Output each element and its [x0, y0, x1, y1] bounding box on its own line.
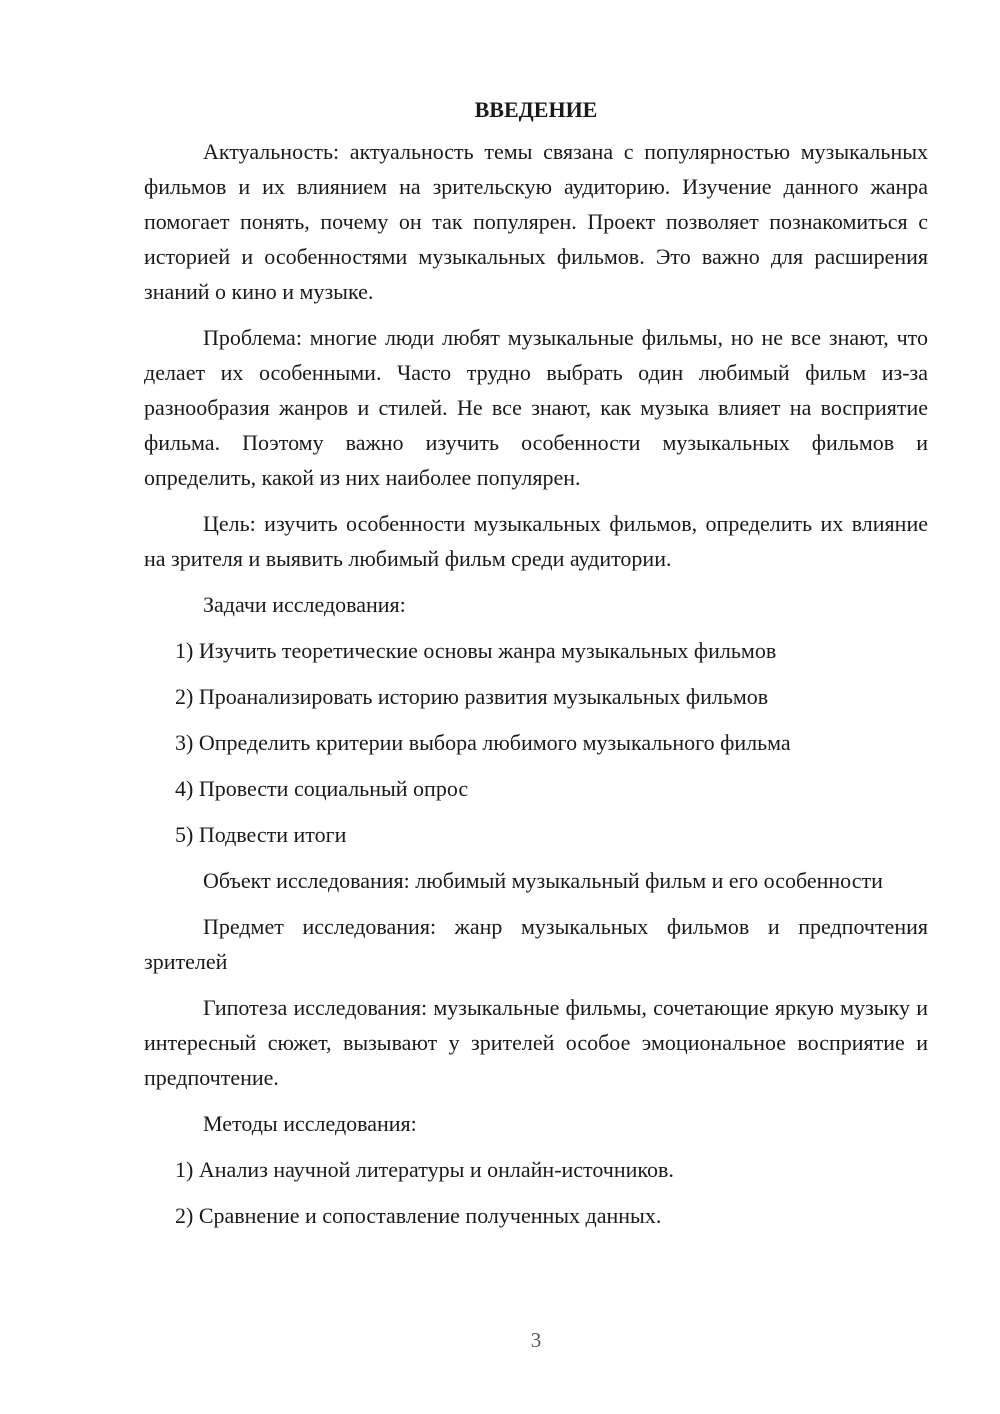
list-item: 1) Анализ научной литературы и онлайн-источников.: [175, 1157, 674, 1182]
problem-paragraph: Проблема: многие люди любят музыкальные фильмы, но не все знают, что делает их особенными. Часто трудно выбрать один любимый фильм из-за разнообразия жанров и стилей. Не все знают, как музыка влияет на восприятие фильма. Поэтому важно изучить особенности музыкальных фильмов и определить, какой из них наиболее популярен.: [144, 325, 928, 490]
tasks-label: Задачи исследования:: [203, 592, 406, 617]
methods-label: Методы исследования:: [203, 1111, 417, 1136]
list-item: 2) Сравнение и сопоставление полученных данных.: [175, 1203, 662, 1228]
tasks-list: [144, 633, 928, 852]
goal-paragraph: Цель: изучить особенности музыкальных фильмов, определить их влияние на зрителя и выявить любимый фильм среди аудитории.: [144, 511, 928, 571]
methods-list: [144, 1152, 928, 1233]
list-item: 5) Подвести итоги: [175, 822, 347, 847]
subject-paragraph: Предмет исследования: жанр музыкальных фильмов и предпочтения зрителей: [144, 914, 928, 974]
list-item: 1) Изучить теоретические основы жанра музыкальных фильмов: [175, 638, 777, 663]
section-title: ВВЕДЕНИЕ: [474, 97, 598, 122]
relevance-paragraph: Актуальность: актуальность темы связана с популярностью музыкальных фильмов и их влиянием на зрительскую аудиторию. Изучение данного жанра помогает понять, почему он так популярен. Проект позволяет познакомиться с историей и особенностями музыкальных фильмов. Это важно для расширения знаний о кино и музыке.: [144, 139, 928, 304]
object-paragraph: Объект исследования: любимый музыкальный фильм и его особенности: [203, 868, 883, 893]
list-item: 3) Определить критерии выбора любимого музыкального фильма: [175, 730, 791, 755]
document-page: [144, 92, 928, 1244]
hypothesis-paragraph: Гипотеза исследования: музыкальные фильмы, сочетающие яркую музыку и интересный сюжет, вызывают у зрителей особое эмоциональное восприятие и предпочтение.: [144, 995, 928, 1090]
list-item: 4) Провести социальный опрос: [175, 776, 469, 801]
list-item: 2) Проанализировать историю развития музыкальных фильмов: [175, 684, 769, 709]
page-number: 3: [530, 1328, 542, 1352]
